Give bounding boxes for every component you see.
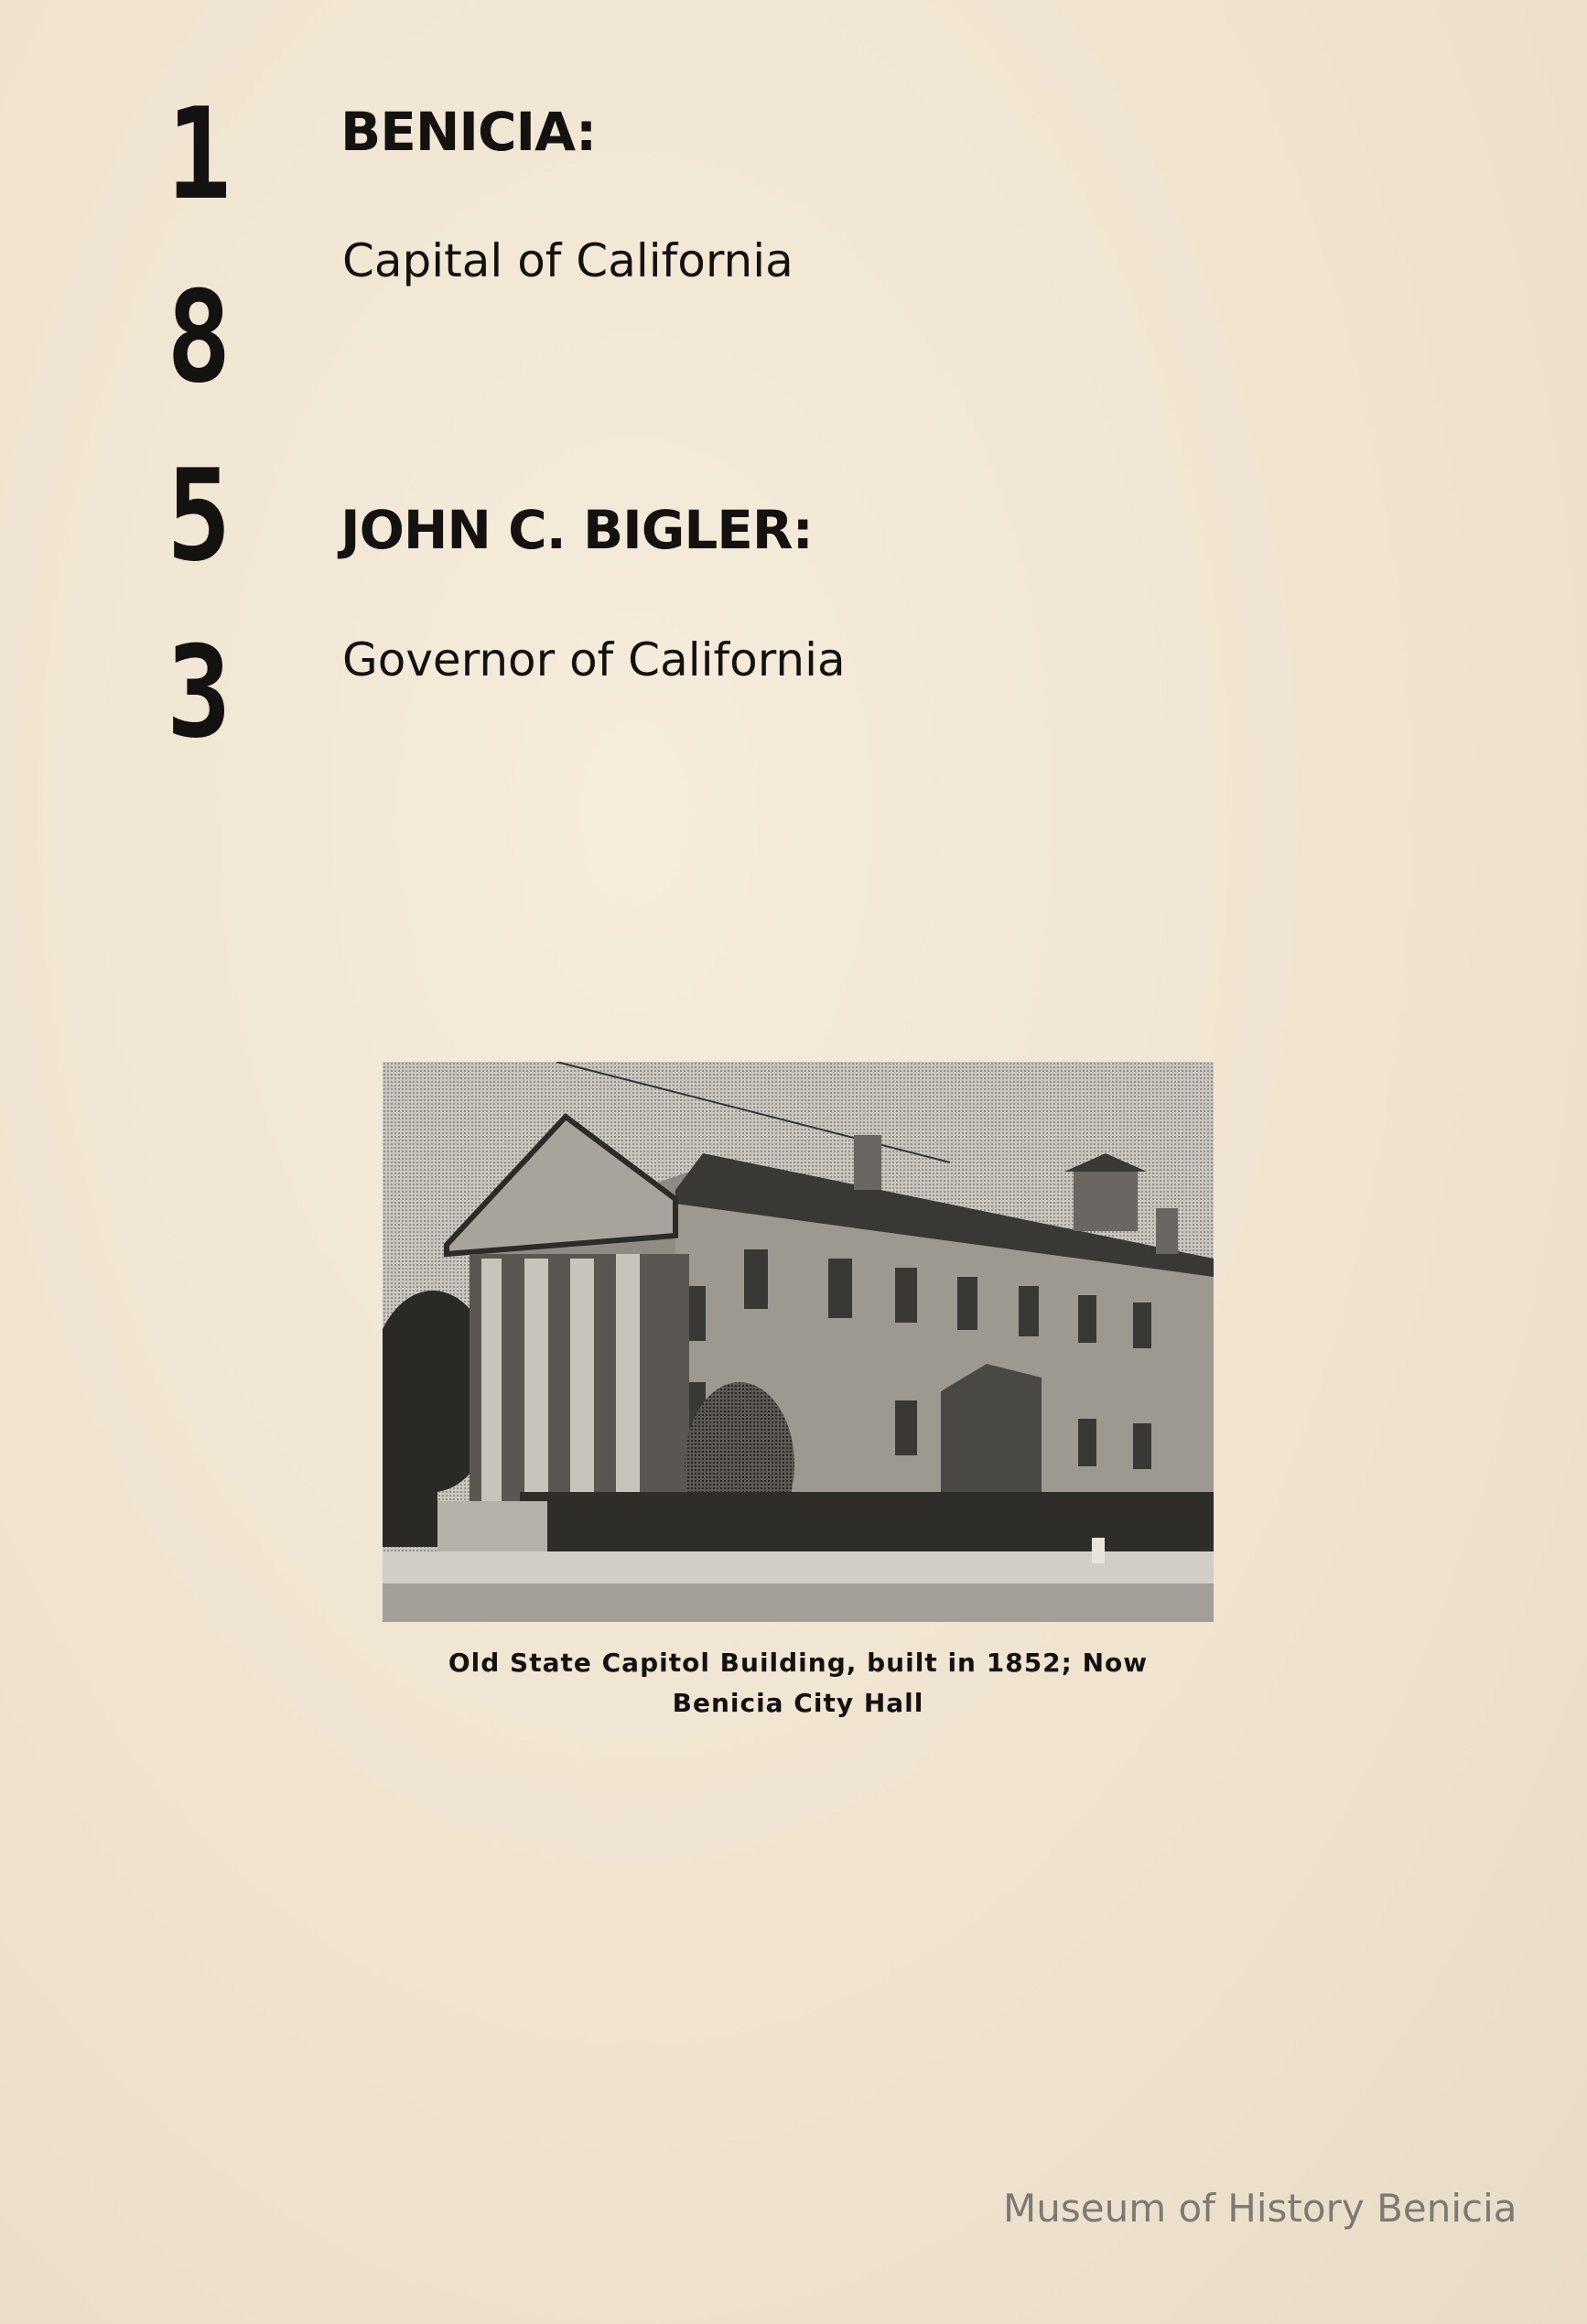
city-subheading: Capital of California: [342, 234, 794, 287]
photo-caption-line-2: Benicia City Hall: [672, 1688, 924, 1718]
year-digit-3: 5: [167, 442, 232, 589]
city-heading: BENICIA:: [340, 101, 597, 163]
photo-caption-line-1: Old State Capitol Building, built in 1852; Now: [448, 1648, 1149, 1678]
governor-subheading: Governor of California: [342, 633, 846, 686]
museum-watermark: Museum of History Benicia: [1003, 2186, 1517, 2231]
year-digit-2: 8: [167, 264, 232, 411]
photo-caption: [383, 1643, 1214, 1724]
year-digit-4: 3: [167, 619, 232, 766]
year-digit-1: 1: [167, 81, 232, 228]
building-illustration: [383, 1062, 1214, 1622]
governor-heading: JOHN C. BIGLER:: [340, 499, 813, 561]
capitol-building-photo: [383, 1062, 1214, 1622]
